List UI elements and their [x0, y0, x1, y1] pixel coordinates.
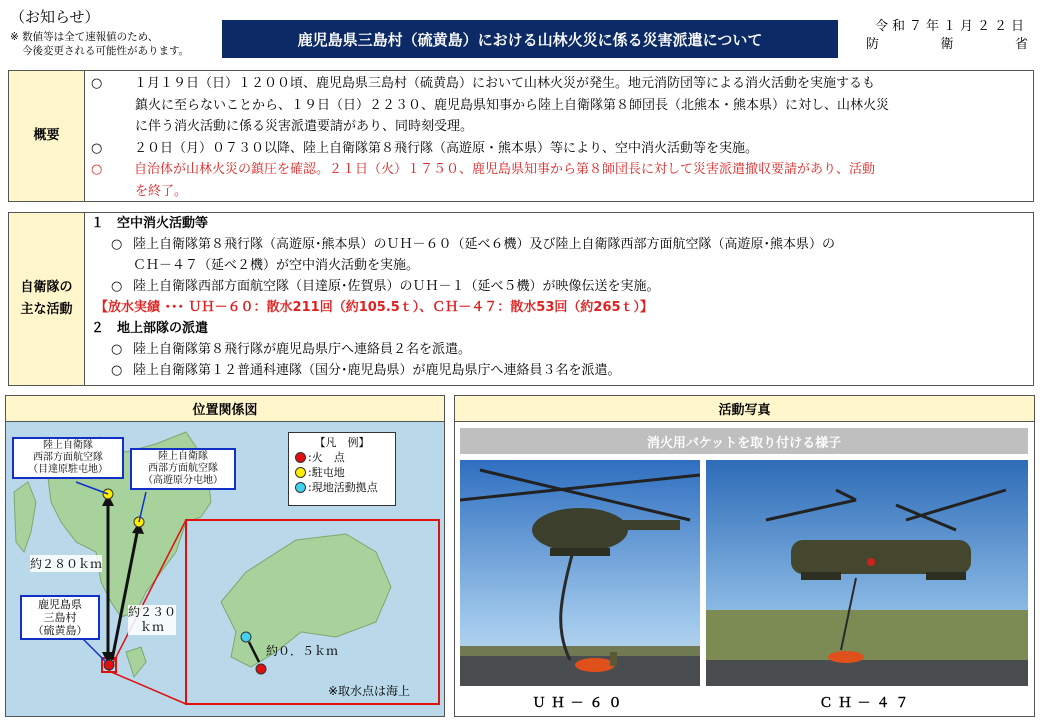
- overview-item-3: ○ 自治体が山林火災の鎮圧を確認。２１日（火）１７５０、鹿児島県知事から第８師団長に対して災害派遣撤収要請があり、活動: [91, 162, 876, 177]
- overview-section: [8, 70, 1034, 202]
- fire-point-dot-inset: [256, 664, 266, 674]
- legend-base: :駐屯地: [295, 465, 389, 480]
- organization: 防 衛 省: [866, 37, 1028, 52]
- takayubaru-label: 陸上自衛隊 西部方面航空隊 （高遊原分屯地）: [130, 448, 236, 490]
- photo-caption: 消火用バケットを取り付ける様子: [460, 428, 1028, 454]
- activities-section: [8, 212, 1034, 386]
- distance-280km: 約２８０ｋｍ: [30, 557, 103, 571]
- overview-content: ○ １月１９日（日）１２００頃、鹿児島県三島村（硫黄島）において山林火災が発生。地元消防団等による消火活動を実施するも 鎮火に至らないことから、１９日（日）２２３０、鹿児島県知事から陸上自衛隊第８師団長（北熊本・熊本県）に対し、山林火災 に伴う消火活動に係る災害派遣要請があり、同時刻受理。 ○ ２０日（月）０７３０以降、陸上自衛隊第８飛行隊（高遊原・熊本県）等により、空中消火活動等を実施。 ○ 自治体が山林火災の鎮圧を確認。２１日（火）１７５０、鹿児島県知事から第８師団長に対して災害派遣撤収要請があり、活動 を終了。: [91, 73, 1027, 202]
- kagoshima-mishima-label: 鹿児島県 三島村 （硫黄島）: [20, 595, 100, 640]
- red-dot-icon: [295, 452, 306, 463]
- photo-panel-title: 活動写真: [455, 396, 1034, 422]
- provisional-note: ※ 数値等は全て速報値のため、 今後変更される可能性があります。: [10, 31, 190, 57]
- overview-item-1: ○ １月１９日（日）１２００頃、鹿児島県三島村（硫黄島）において山林火災が発生。地元消防団等による消火活動を実施するも: [91, 76, 876, 91]
- legend-local: :現地活動拠点: [295, 480, 389, 495]
- section-2-item-2: ○ 陸上自衛隊第１２普通科連隊（国分･鹿児島県）が鹿児島県庁へ連絡員３名を派遣。: [111, 363, 621, 378]
- map-legend: 【凡 例】 :火 点 :駐屯地 :現地活動拠点: [288, 432, 396, 506]
- ch47-photo: [706, 460, 1028, 686]
- section-2-title: ２ 地上部隊の派遣: [91, 321, 209, 336]
- yellow-dot-icon: [295, 467, 306, 478]
- water-source-note: ※取水点は海上: [328, 684, 411, 698]
- section-2-item-1: ○ 陸上自衛隊第８飛行隊が鹿児島県庁へ連絡員２名を派遣。: [111, 342, 472, 357]
- uh60-photo: [460, 460, 700, 686]
- ch47-label: ＣＨ－４７: [819, 696, 915, 711]
- metabaru-label: 陸上自衛隊 西部方面航空隊 （目達原駐屯地）: [12, 437, 124, 479]
- section-1-item-2: ○ 陸上自衛隊西部方面航空隊（目達原･佐賀県）のＵＨ－１（延べ５機）が映像伝送を実施。: [111, 279, 660, 294]
- water-drop-results: 【放水実績 ･･･ ＵＨ－６０：散水211回（約105.5ｔ）、ＣＨ－４７：散水53回（約265ｔ）】: [95, 300, 654, 315]
- notice-label: （お知らせ）: [10, 8, 100, 26]
- publication-date: 令和７年１月２２日: [874, 19, 1028, 34]
- cyan-dot-icon: [295, 482, 306, 493]
- map-panel-title: 位置関係図: [6, 396, 444, 422]
- distance-0-5km: 約０．５ｋｍ: [266, 644, 339, 658]
- activities-label: 自衛隊の 主な活動: [9, 213, 85, 385]
- overview-label: 概要: [9, 71, 85, 201]
- section-1-title: １ 空中消火活動等: [91, 216, 209, 231]
- legend-fire: :火 点: [295, 450, 389, 465]
- uh60-label: ＵＨ－６０: [532, 696, 628, 711]
- distance-230km: 約２３０ ｋｍ: [128, 605, 177, 634]
- overview-item-2: ○ ２０日（月）０７３０以降、陸上自衛隊第８飛行隊（高遊原・熊本県）等により、空中消火活動等を実施。: [91, 140, 759, 156]
- page-title: 鹿児島県三島村（硫黄島）における山林火災に係る災害派遣について: [222, 20, 838, 58]
- section-1-item-1: ○ 陸上自衛隊第８飛行隊（高遊原･熊本県）のＵＨ－６０（延べ６機）及び陸上自衛隊西部方面航空隊（高遊原･熊本県）の: [111, 237, 836, 252]
- activities-content: １ 空中消火活動等 ○ 陸上自衛隊第８飛行隊（高遊原･熊本県）のＵＨ－６０（延べ６機）及び陸上自衛隊西部方面航空隊（高遊原･熊本県）の ＣＨ－４７（延べ２機）が空中消火活動を実施。 ○ 陸上自衛隊西部方面航空隊（目達原･佐賀県）のＵＨ－１（延べ５機）が映像伝送を実施。 【放水実績 ･･･ ＵＨ－６０：散水211回（約105.5ｔ）、ＣＨ－４７：散水53回（約265ｔ）】 ２ 地上部隊の派遣 ○ 陸上自衛隊第８飛行隊が鹿児島県庁へ連絡員２名を派遣。 ○ 陸上自衛隊第１２普通科連隊（国分･鹿児島県）が鹿児島県庁へ連絡員３名を派遣。: [91, 213, 1027, 381]
- local-base-dot: [241, 632, 251, 642]
